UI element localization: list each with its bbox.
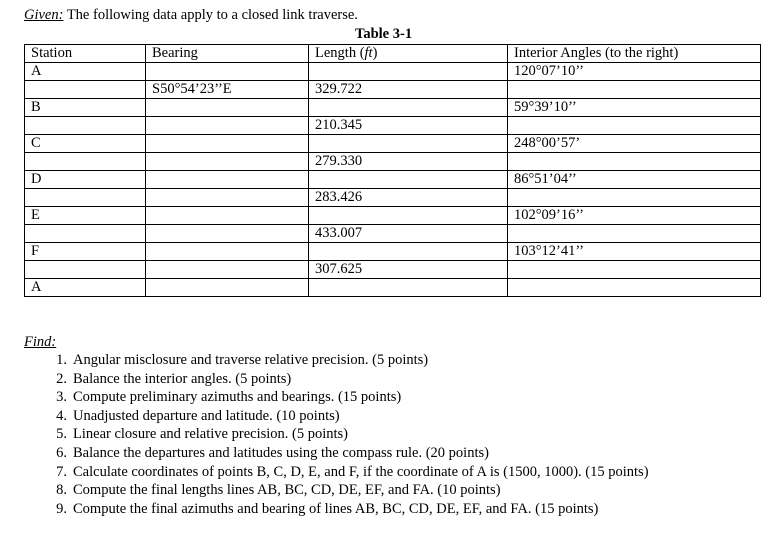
cell-length	[309, 207, 508, 225]
list-item-number: 6.	[56, 444, 67, 461]
cell-bearing	[146, 261, 309, 279]
given-label: Given:	[24, 7, 64, 23]
list-item-number: 8.	[56, 482, 67, 499]
list-item	[56, 425, 649, 444]
given-text: The following data apply to a closed link traverse.	[63, 7, 358, 23]
cell-angle	[508, 81, 761, 99]
list-item	[56, 444, 649, 463]
cell-station: E	[25, 207, 146, 225]
list-item-number: 9.	[56, 500, 67, 517]
cell-length	[309, 171, 508, 189]
table-row	[25, 117, 761, 135]
table-row	[25, 81, 761, 99]
cell-station	[25, 261, 146, 279]
cell-angle: 86°51’04’’	[508, 171, 761, 189]
table-row	[25, 279, 761, 297]
cell-bearing	[146, 243, 309, 261]
traverse-data-table	[24, 44, 761, 297]
cell-angle: 59°39’10’’	[508, 99, 761, 117]
cell-length	[309, 63, 508, 81]
list-item-text: Calculate coordinates of points B, C, D, E, and F, if the coordinate of A is (1500, 1000). (15 points)	[73, 463, 649, 480]
list-item-number: 1.	[56, 352, 67, 368]
cell-station: A	[25, 279, 146, 297]
cell-length: 307.625	[309, 261, 508, 279]
find-label: Find:	[24, 334, 57, 350]
cell-length	[309, 279, 508, 297]
cell-bearing	[146, 189, 309, 207]
find-task-list	[47, 351, 649, 518]
cell-angle: 120°07’10’’	[508, 63, 761, 81]
cell-station: B	[25, 99, 146, 117]
list-item	[56, 351, 649, 370]
header-interior-angles: Interior Angles (to the right)	[508, 45, 761, 63]
header-bearing: Bearing	[146, 45, 309, 63]
cell-angle: 103°12’41’’	[508, 243, 761, 261]
cell-bearing	[146, 99, 309, 117]
cell-station: C	[25, 135, 146, 153]
cell-station: F	[25, 243, 146, 261]
table-row	[25, 243, 761, 261]
list-item	[56, 463, 649, 482]
list-item	[56, 388, 649, 407]
cell-angle	[508, 117, 761, 135]
cell-station: A	[25, 63, 146, 81]
table-row	[25, 225, 761, 243]
list-item-text: Unadjusted departure and latitude. (10 points)	[73, 407, 340, 424]
table-header-row	[25, 45, 761, 63]
list-item	[56, 370, 649, 389]
header-length: Length (ft)	[309, 45, 508, 63]
table-body	[25, 63, 761, 297]
table-row	[25, 207, 761, 225]
list-item-text: Compute the final azimuths and bearing of lines AB, BC, CD, DE, EF, and FA. (15 points)	[73, 500, 599, 517]
table-row	[25, 99, 761, 117]
cell-station	[25, 189, 146, 207]
list-item-text: Linear closure and relative precision. (5 points)	[73, 426, 348, 443]
cell-length: 210.345	[309, 117, 508, 135]
cell-bearing	[146, 279, 309, 297]
cell-length: 279.330	[309, 153, 508, 171]
cell-angle	[508, 225, 761, 243]
cell-length	[309, 99, 508, 117]
table-row	[25, 63, 761, 81]
table-row	[25, 171, 761, 189]
list-item	[56, 500, 649, 519]
cell-station	[25, 117, 146, 135]
cell-bearing	[146, 135, 309, 153]
cell-bearing	[146, 117, 309, 135]
cell-angle: 102°09’16’’	[508, 207, 761, 225]
cell-length: 433.007	[309, 225, 508, 243]
cell-station	[25, 153, 146, 171]
cell-station	[25, 225, 146, 243]
list-item-text: Compute preliminary azimuths and bearings. (15 points)	[73, 389, 402, 406]
cell-angle	[508, 279, 761, 297]
table-title: Table 3-1	[355, 26, 413, 42]
list-item-number: 5.	[56, 426, 67, 443]
list-item-text: Balance the departures and latitudes using the compass rule. (20 points)	[73, 444, 489, 461]
cell-length: 329.722	[309, 81, 508, 99]
cell-angle: 248°00’57’	[508, 135, 761, 153]
given-statement	[24, 7, 358, 24]
cell-bearing	[146, 63, 309, 81]
list-item-text: Compute the final lengths lines AB, BC, CD, DE, EF, and FA. (10 points)	[73, 482, 501, 499]
cell-bearing	[146, 171, 309, 189]
table-row	[25, 153, 761, 171]
cell-station	[25, 81, 146, 99]
cell-length	[309, 135, 508, 153]
list-item	[56, 407, 649, 426]
cell-length: 283.426	[309, 189, 508, 207]
list-item-number: 2.	[56, 370, 67, 387]
header-station: Station	[25, 45, 146, 63]
cell-angle	[508, 261, 761, 279]
cell-bearing	[146, 225, 309, 243]
list-item-number: 3.	[56, 389, 67, 406]
list-item-number: 4.	[56, 407, 67, 424]
list-item-number: 7.	[56, 463, 67, 480]
table-row	[25, 135, 761, 153]
table-row	[25, 261, 761, 279]
cell-angle	[508, 189, 761, 207]
cell-angle	[508, 153, 761, 171]
list-item	[56, 481, 649, 500]
list-item-text: Balance the interior angles. (5 points)	[73, 370, 292, 387]
list-item-text: Angular misclosure and traverse relative precision. (5 points)	[73, 352, 429, 368]
cell-bearing	[146, 207, 309, 225]
table-row	[25, 189, 761, 207]
cell-station: D	[25, 171, 146, 189]
cell-length	[309, 243, 508, 261]
cell-bearing	[146, 153, 309, 171]
cell-bearing: S50°54’23’’E	[146, 81, 309, 99]
